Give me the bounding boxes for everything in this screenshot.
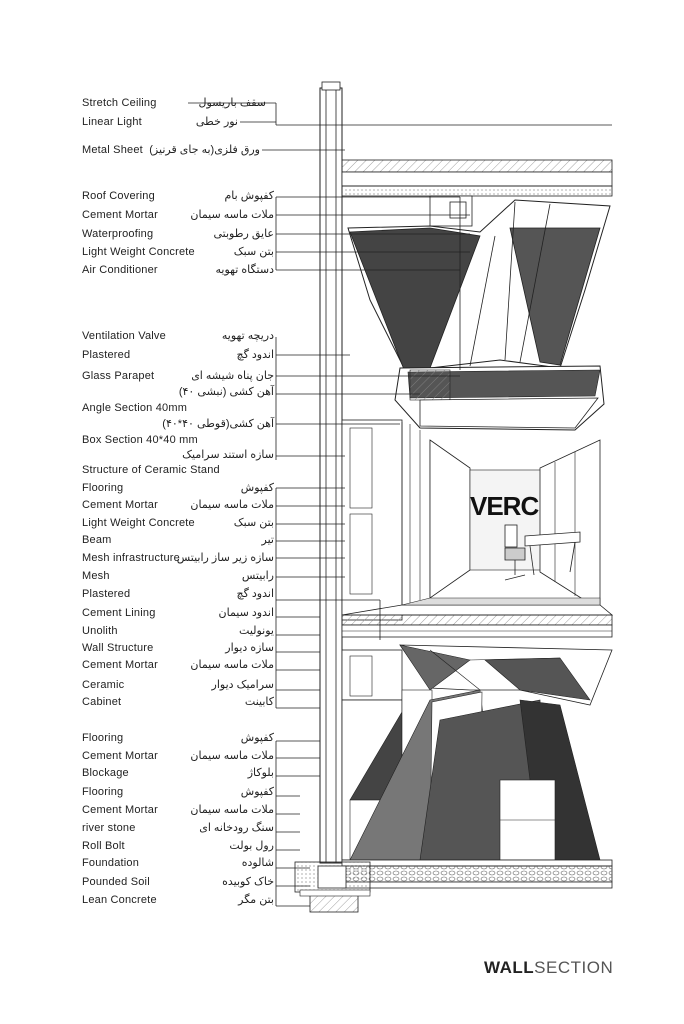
label-fa: ورق فلزی(به جای قرنیز): [149, 144, 260, 156]
label-en: Glass Parapet: [82, 370, 155, 382]
label-en: Cement Mortar: [82, 750, 158, 762]
label-fa: شالوده: [241, 857, 274, 869]
label-fa: عایق رطوبتی: [213, 228, 274, 240]
label-en: Ceramic: [82, 679, 125, 691]
label-fa: تیر: [261, 534, 274, 546]
label-fa: ملات ماسه سیمان: [190, 209, 274, 221]
exterior-wall: [320, 82, 342, 863]
label-en: Roll Bolt: [82, 840, 125, 852]
label-en: Metal Sheet: [82, 144, 143, 156]
label-en: Waterproofing: [82, 228, 154, 240]
label-fa: دریچه تهویه: [221, 330, 274, 342]
upper-balcony: [348, 200, 610, 430]
title-bold: WALL: [484, 958, 535, 977]
label-en: Mesh: [82, 570, 110, 582]
label-fa: اندود گچ: [236, 349, 274, 361]
label-fa: دستگاه تهویه: [215, 264, 274, 276]
label-fa: سرامیک دیوار: [211, 679, 274, 691]
label-fa: یونولیت: [239, 625, 274, 637]
label-en: Structure of Ceramic Stand: [82, 464, 220, 476]
label-en: Cabinet: [82, 696, 122, 708]
label-en: Cement Mortar: [82, 659, 158, 671]
label-en: Cement Mortar: [82, 499, 158, 511]
label-en: Plastered: [82, 349, 131, 361]
label-en: Flooring: [82, 482, 124, 494]
label-fa: سازه دیوار: [225, 642, 274, 654]
label-fa: سقف باریسول: [198, 97, 266, 109]
label-en: Lean Concrete: [82, 894, 157, 906]
label-en: Flooring: [82, 786, 124, 798]
label-fa: سازه زیر ساز رابیتس: [176, 552, 274, 564]
label-fa: بلوکاژ: [247, 767, 274, 779]
label-fa: اندود سیمان: [218, 607, 274, 619]
drawing-title: [484, 958, 613, 978]
label-fa: بتن مگر: [238, 894, 274, 906]
label-fa: خاک کوبیده: [222, 876, 274, 888]
label-fa: آهن کشی(قوطی ۴۰*۴۰): [162, 418, 274, 430]
label-fa: رول بولت: [229, 840, 274, 852]
label-fa: ملات ماسه سیمان: [190, 804, 274, 816]
label-en: Light Weight Concrete: [82, 246, 195, 258]
label-fa: نور خطی: [195, 116, 238, 128]
label-fa: کفپوش بام: [224, 190, 274, 202]
middle-floor: [342, 420, 612, 637]
label-en: Light Weight Concrete: [82, 517, 195, 529]
label-fa: کفپوش: [240, 786, 274, 798]
label-en: Roof Covering: [82, 190, 155, 202]
label-en: Angle Section 40mm: [82, 402, 188, 414]
label-fa: کفپوش: [240, 732, 274, 744]
label-en: Unolith: [82, 625, 118, 637]
label-fa: ملات ماسه سیمان: [190, 659, 274, 671]
label-fa: کفپوش: [240, 482, 274, 494]
label-fa: کابینت: [244, 696, 274, 708]
label-en: Pounded Soil: [82, 876, 150, 888]
label-en: Linear Light: [82, 116, 142, 128]
label-fa: آهن کشی (نبشی ۴۰): [178, 386, 274, 398]
label-fa: ملات ماسه سیمان: [190, 750, 274, 762]
label-en: Cement Lining: [82, 607, 156, 619]
label-en: Ventilation Valve: [82, 330, 166, 342]
label-fa: بتن سبک: [233, 517, 274, 529]
label-fa: ملات ماسه سیمان: [190, 499, 274, 511]
label-en: Box Section 40*40 mm: [82, 434, 198, 446]
verc-logo: VERC: [470, 491, 539, 521]
label-en: Foundation: [82, 857, 140, 869]
label-en: Mesh infrastructure: [82, 552, 180, 564]
label-fa: بتن سبک: [233, 246, 274, 258]
label-en: Blockage: [82, 767, 129, 779]
label-en: Stretch Ceiling: [82, 97, 157, 109]
label-en: Plastered: [82, 588, 131, 600]
label-fa: رابیتس: [241, 570, 274, 582]
label-fa: سنگ رودخانه ای: [199, 822, 274, 834]
label-en: Beam: [82, 534, 112, 546]
label-en: Wall Structure: [82, 642, 154, 654]
label-fa: جان پناه شیشه ای: [191, 370, 274, 382]
label-fa: اندود گچ: [236, 588, 274, 600]
foundation: [295, 862, 370, 912]
title-light: SECTION: [534, 958, 614, 977]
label-en: Flooring: [82, 732, 124, 744]
label-fa: سازه استند سرامیک: [182, 449, 274, 461]
label-en: river stone: [82, 822, 136, 834]
label-en: Cement Mortar: [82, 209, 158, 221]
label-en: Air Conditioner: [82, 264, 158, 276]
label-en: Cement Mortar: [82, 804, 158, 816]
